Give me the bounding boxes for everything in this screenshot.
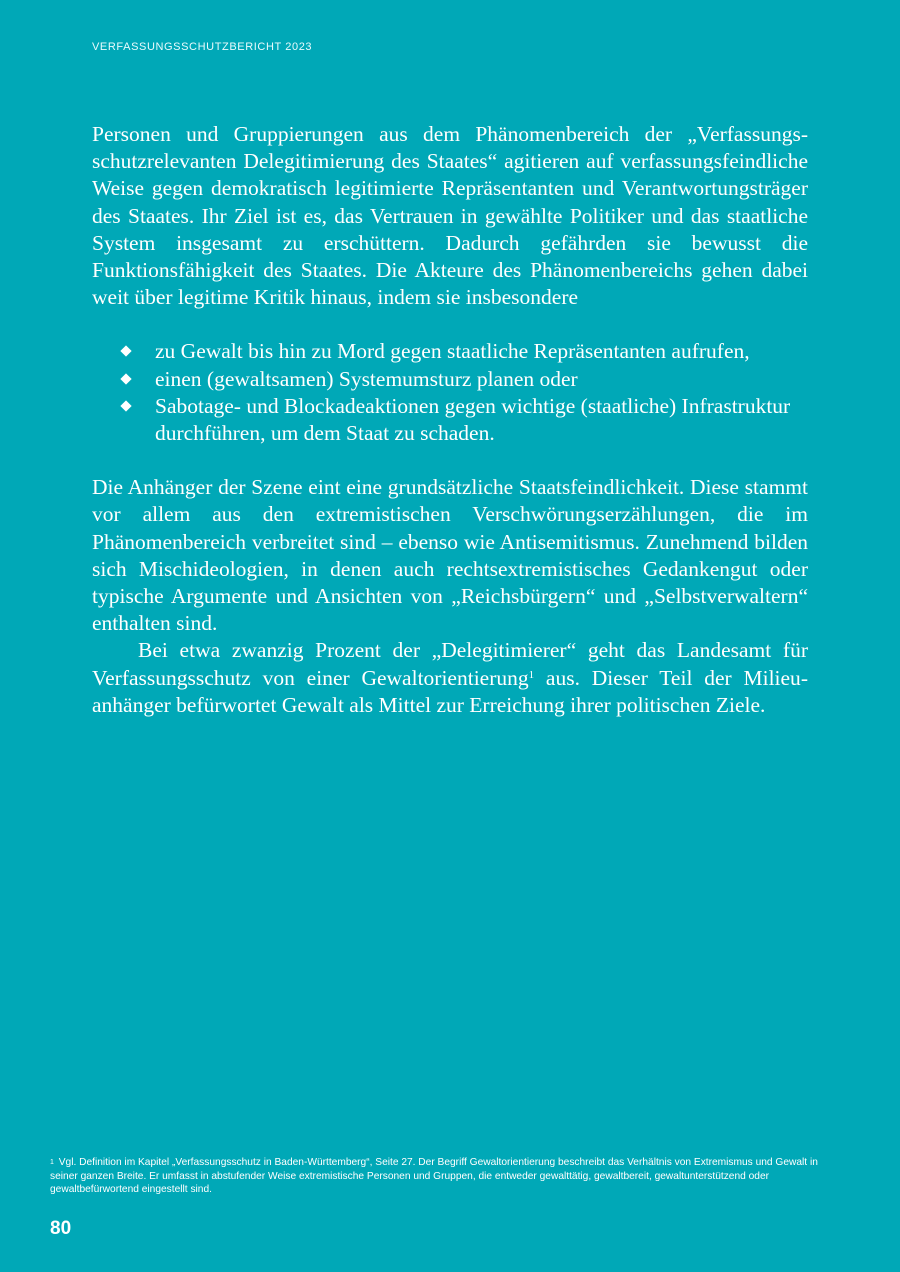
footnote-marker: 1 (50, 1159, 54, 1166)
intro-paragraph: Personen und Gruppierungen aus dem Phänomenbereich der „Verfassungsschutzrelevanten Delegitimierung des Staates“ agitieren auf verfassungsfeindliche Weise gegen demokratisch legitimierte Repräsentanten und Verantwortungsträger des Staates. Ihr Ziel ist es, das Vertrauen in gewählte Politiker und das staatliche System insgesamt zu erschüttern. Dadurch gefährden sie bewusst die Funktionsfähigkeit des Staates. Die Akteure des Phänomenbereichs gehen dabei weit über legitime Kritik hinaus, indem sie insbesondere (92, 122, 808, 310)
page-number: 80 (50, 1218, 72, 1239)
bullet-text: einen (gewaltsamen) Systemumsturz planen oder (155, 366, 578, 391)
second-paragraph: Die Anhänger der Szene eint eine grundsätzliche Staatsfeindlichkeit. Diese stammt vor allem aus den extremistischen Verschwörungserzählungen, die im Phänomenbereich verbreitet sind – ebenso wie Antisemitismus. Zunehmend bilden sich Mischideologien, in denen auch rechtsextremistisches Gedankengut oder typische Argumente und Ansichten von „Reichsbürgern“ und „Selbstverwaltern“ enthalten sind. (92, 475, 808, 636)
diamond-bullet-icon (120, 373, 131, 384)
third-paragraph-text-start: Bei etwa zwanzig Prozent der „Delegitimierer“ geht das Landesamt für Verfassungsschutz von einer Gewaltorientierung (92, 638, 808, 690)
bullet-item (92, 366, 808, 393)
diamond-bullet-icon (120, 346, 131, 357)
running-header: VERFASSUNGSSCHUTZBERICHT 2023 (92, 41, 313, 53)
bullet-item (92, 393, 808, 447)
bullet-text: Sabotage- und Blockadeaktionen gegen wichtige (staatliche) Infrastruktur durchführen, um dem Staat zu schaden. (155, 393, 791, 446)
third-paragraph (92, 637, 808, 719)
bullet-list (92, 338, 808, 447)
third-paragraph-text-end: aus. Dieser Teil der Milieuanhänger befürwortet Gewalt als Mittel zur Erreichung ihrer politischen Ziele. (92, 665, 808, 717)
footnote-text: Vgl. Definition im Kapitel „Verfassungsschutz in Baden-Württemberg“, Seite 27. Der Begriff Gewaltorientierung beschreibt das Verhältnis von Extremismus und Gewalt in seiner ganzen Breite. Er umfasst in abstufender Weise extremistische Personen und Gruppen, die entweder gewalttätig, gewaltbereit, gewaltunterstützend oder gewaltbefürwortend eingestellt sind. (50, 1157, 818, 1195)
footnote (50, 1156, 820, 1197)
bullet-item (92, 338, 808, 365)
bullet-text: zu Gewalt bis hin zu Mord gegen staatliche Repräsentanten aufrufen, (155, 339, 750, 364)
main-content (92, 121, 808, 719)
diamond-bullet-icon (120, 400, 131, 411)
footnote-reference[interactable]: 1 (528, 668, 535, 681)
